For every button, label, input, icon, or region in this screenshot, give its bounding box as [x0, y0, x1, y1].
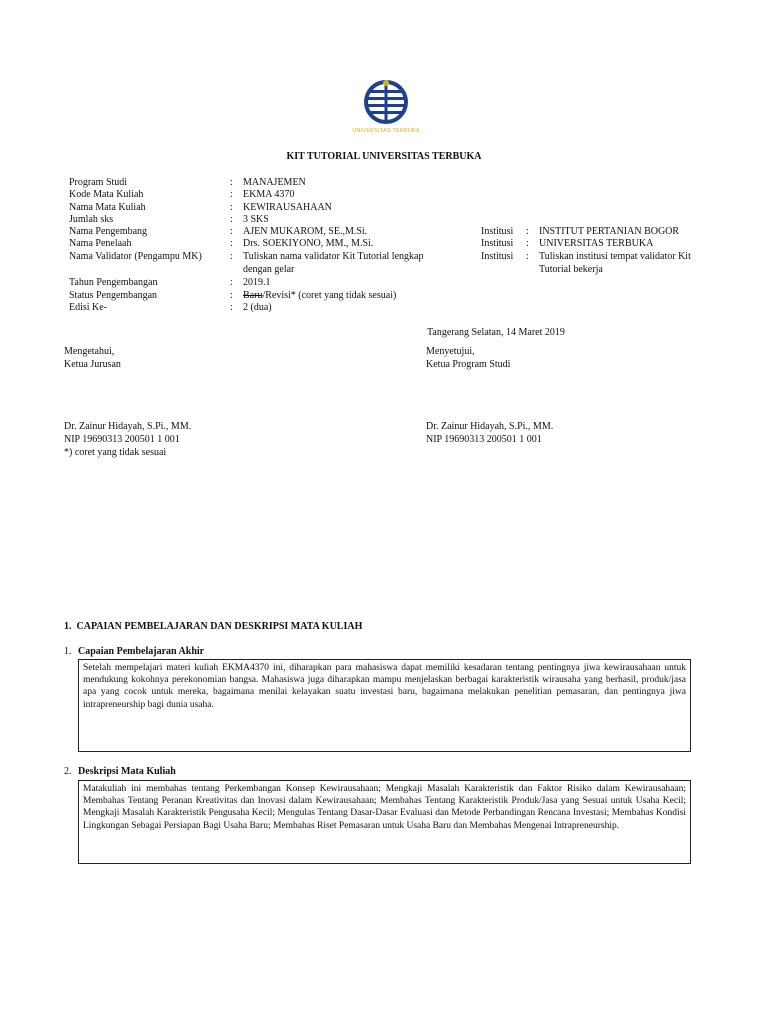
- label-institusi-pengembang: Institusi: [481, 226, 514, 237]
- value-nama-mk: KEWIRAUSAHAAN: [243, 202, 332, 213]
- value-status-struck: Baru: [243, 290, 263, 301]
- colon: :: [230, 214, 233, 225]
- value-institusi-penelaah: UNIVERSITAS TERBUKA: [539, 238, 654, 249]
- right-sign-nip: NIP 19690313 200501 1 001: [426, 434, 542, 445]
- left-sign-line2: Ketua Jurusan: [64, 359, 121, 370]
- colon: :: [526, 226, 529, 237]
- colon: :: [230, 290, 233, 301]
- left-sign-nip: NIP 19690313 200501 1 001: [64, 434, 180, 445]
- label-nama-mk: Nama Mata Kuliah: [69, 202, 146, 213]
- section-heading: 1. CAPAIAN PEMBELAJARAN DAN DESKRIPSI MATA KULIAH: [64, 621, 363, 632]
- logo-text: UNIVERSITAS TERBUKA: [352, 128, 420, 134]
- document-title: KIT TUTORIAL UNIVERSITAS TERBUKA: [286, 151, 482, 162]
- colon: :: [526, 238, 529, 249]
- sub1-text-box: Setelah mempelajari materi kuliah EKMA4370 ini, diharapkan para mahasiswa dapat memiliki kesadaran tentang pentingnya jiwa kewirausahaan untuk mendukung kokohnya perekonomian bangsa. Mahasiswa juga diharapkan mampu menjelaskan berbagai karakteristik wirausaha yang berhasil, produk/jasa apa yang cocok untuk mereka, bagaimana menilai kelayakan suatu investasi baru, bagaimana melakukan penelitian pemasaran, dan pentingnya jiwa intrapreneurship bagi dunia usaha.: [78, 659, 691, 752]
- sub2-title: Deskripsi Mata Kuliah: [78, 766, 176, 777]
- colon: :: [230, 302, 233, 313]
- colon: :: [230, 277, 233, 288]
- label-edisi: Edisi Ke-: [69, 302, 108, 313]
- value-institusi-validator-line2: Tutorial bekerja: [539, 264, 603, 275]
- label-kode-mk: Kode Mata Kuliah: [69, 189, 144, 200]
- university-logo: [352, 78, 420, 138]
- colon: :: [526, 251, 529, 262]
- right-sign-name: Dr. Zainur Hidayah, S.Pi., MM.: [426, 421, 554, 432]
- label-status: Status Pengembangan: [69, 290, 158, 301]
- value-status-rest: /Revisi* (coret yang tidak sesuai): [262, 290, 397, 301]
- label-tahun: Tahun Pengembangan: [69, 277, 158, 288]
- left-sign-line1: Mengetahui,: [64, 346, 115, 357]
- value-edisi: 2 (dua): [243, 302, 272, 313]
- label-institusi-penelaah: Institusi: [481, 238, 514, 249]
- value-institusi-validator-line1: Tuliskan institusi tempat validator Kit: [539, 251, 691, 262]
- footnote: *) coret yang tidak sesuai: [64, 447, 167, 458]
- value-validator-line2: dengan gelar: [243, 264, 295, 275]
- value-institusi-pengembang: INSTITUT PERTANIAN BOGOR: [539, 226, 680, 237]
- right-sign-line1: Menyetujui,: [426, 346, 475, 357]
- colon: :: [230, 189, 233, 200]
- label-sks: Jumlah sks: [69, 214, 114, 225]
- colon: :: [230, 202, 233, 213]
- sub1-number: 1.: [64, 646, 72, 657]
- label-pengembang: Nama Pengembang: [69, 226, 148, 237]
- right-sign-line2: Ketua Program Studi: [426, 359, 511, 370]
- value-penelaah: Drs. SOEKIYONO, MM., M.Si.: [243, 238, 374, 249]
- value-pengembang: AJEN MUKAROM, SE.,M.Si.: [243, 226, 368, 237]
- value-validator-line1: Tuliskan nama validator Kit Tutorial lengkap: [243, 251, 424, 262]
- value-program-studi: MANAJEMEN: [243, 177, 306, 188]
- place-date: Tangerang Selatan, 14 Maret 2019: [427, 327, 565, 338]
- colon: :: [230, 238, 233, 249]
- colon: :: [230, 226, 233, 237]
- sub1-title: Capaian Pembelajaran Akhir: [78, 646, 205, 657]
- colon: :: [230, 251, 233, 262]
- ut-emblem-icon: [358, 78, 414, 128]
- left-sign-name: Dr. Zainur Hidayah, S.Pi., MM.: [64, 421, 192, 432]
- value-tahun: 2019.1: [243, 277, 271, 288]
- sub2-text-box: Matakuliah ini membahas tentang Perkembangan Konsep Kewirausahaan; Mengkaji Masalah Karakteristik dan Faktor Risiko dalam Kewirausahaan; Membahas Tentang Peranan Kreativitas dan Inovasi dalam Kewirausahaan; Membahas Tentang Karakteristik Produk/Jasa yang Sesuai untuk Usaha Kecil; Mengkaji Masalah Karakteristik Pengusaha Kecil; Mengulas Tentang Dasar-Dasar Evaluasi dan Metode Perbandingan Rencana Investasi; Membahas Kondisi Lingkungan Sebagai Persiapan Bagi Usaha Baru; Membahas Riset Pemasaran untuk Usaha Baru dan Membahas Mengenai Intrapreneurship.: [78, 780, 691, 864]
- colon: :: [230, 177, 233, 188]
- label-program-studi: Program Studi: [69, 177, 128, 188]
- value-kode-mk: EKMA 4370: [243, 189, 295, 200]
- label-validator: Nama Validator (Pengampu MK): [69, 251, 202, 262]
- label-institusi-validator: Institusi: [481, 251, 514, 262]
- sub2-number: 2.: [64, 766, 72, 777]
- value-sks: 3 SKS: [243, 214, 269, 225]
- label-penelaah: Nama Penelaah: [69, 238, 132, 249]
- value-status: [243, 290, 396, 302]
